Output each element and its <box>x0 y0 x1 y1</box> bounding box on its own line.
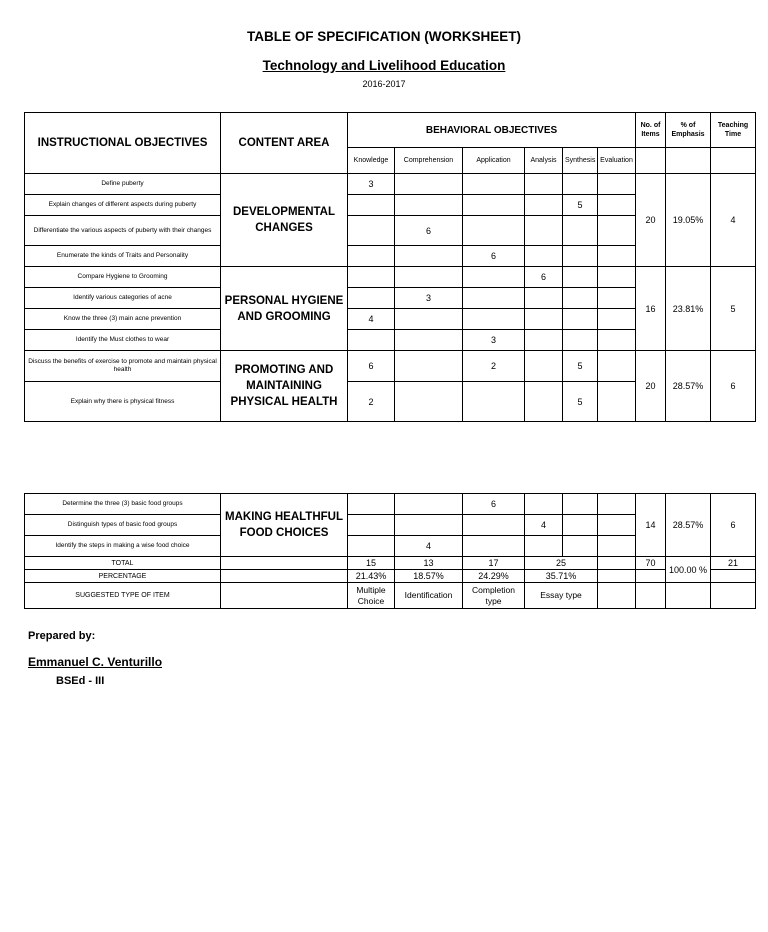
subject-title: Technology and Livelihood Education <box>262 58 506 73</box>
preparer-course: BSEd - III <box>56 675 105 687</box>
content-area-developmental-changes: DEVELOPMENTAL CHANGES <box>221 174 348 267</box>
area-teaching-time: 6 <box>711 351 756 422</box>
application-value: 6 <box>463 494 525 515</box>
knowledge-value <box>348 330 395 351</box>
empty-cell <box>666 583 711 609</box>
synthesis-header: Synthesis <box>563 148 598 174</box>
knowledge-value <box>348 267 395 288</box>
evaluation-value <box>598 174 636 195</box>
empty-cell <box>221 570 348 583</box>
area-items: 14 <box>636 494 666 557</box>
objective-text: Explain why there is physical fitness <box>25 382 221 422</box>
prepared-by-label: Prepared by: <box>28 630 96 642</box>
suggested-knowledge: Multiple Choice <box>348 583 395 609</box>
comprehension-value <box>395 246 463 267</box>
knowledge-header: Knowledge <box>348 148 395 174</box>
total-emphasis: 100.00 % <box>666 557 711 583</box>
empty-cell <box>636 570 666 583</box>
knowledge-value <box>348 288 395 309</box>
teaching-time-header: Teaching Time <box>711 113 756 148</box>
analysis-value <box>525 309 563 330</box>
analysis-value: 4 <box>525 515 563 536</box>
suggested-type-label: SUGGESTED TYPE OF ITEM <box>25 583 221 609</box>
area-emphasis: 23.81% <box>666 267 711 351</box>
empty-cell <box>711 583 756 609</box>
objective-text: Identify various categories of acne <box>25 288 221 309</box>
synthesis-value <box>563 536 598 557</box>
objective-text: Explain changes of different aspects during puberty <box>25 195 221 216</box>
table-row <box>25 174 756 195</box>
objective-text: Discuss the benefits of exercise to promote and maintain physical health <box>25 351 221 382</box>
suggested-type-row <box>25 583 756 609</box>
empty-cell <box>598 583 636 609</box>
instructional-objectives-header: INSTRUCTIONAL OBJECTIVES <box>25 113 221 174</box>
empty-cell <box>221 557 348 570</box>
area-emphasis: 28.57% <box>666 351 711 422</box>
total-comprehension: 13 <box>395 557 463 570</box>
application-value <box>463 536 525 557</box>
content-area-physical-health: PROMOTING AND MAINTAINING PHYSICAL HEALTH <box>221 351 348 422</box>
application-value <box>463 382 525 422</box>
synthesis-value <box>563 330 598 351</box>
synthesis-value: 5 <box>563 195 598 216</box>
area-emphasis: 19.05% <box>666 174 711 267</box>
total-knowledge: 15 <box>348 557 395 570</box>
analysis-value <box>525 174 563 195</box>
comprehension-value <box>395 382 463 422</box>
analysis-value <box>525 494 563 515</box>
synthesis-value <box>563 494 598 515</box>
synthesis-value: 5 <box>563 351 598 382</box>
area-teaching-time: 4 <box>711 174 756 267</box>
table-row <box>25 351 756 382</box>
percentage-knowledge: 21.43% <box>348 570 395 583</box>
evaluation-value <box>598 309 636 330</box>
percentage-comprehension: 18.57% <box>395 570 463 583</box>
application-value: 3 <box>463 330 525 351</box>
objective-text: Know the three (3) main acne prevention <box>25 309 221 330</box>
preparer-name: Emmanuel C. Venturillo <box>28 655 163 669</box>
analysis-value <box>525 216 563 246</box>
objective-text: Determine the three (3) basic food groups <box>25 494 221 515</box>
suggested-analysis-synthesis: Essay type <box>525 583 598 609</box>
objective-text: Identify the Must clothes to wear <box>25 330 221 351</box>
evaluation-value <box>598 195 636 216</box>
synthesis-value <box>563 246 598 267</box>
school-year: 2016-2017 <box>362 79 406 89</box>
evaluation-value <box>598 536 636 557</box>
area-teaching-time: 6 <box>711 494 756 557</box>
total-teaching-time: 21 <box>711 557 756 570</box>
comprehension-value <box>395 195 463 216</box>
comprehension-header: Comprehension <box>395 148 463 174</box>
application-value <box>463 515 525 536</box>
table-row <box>25 494 756 515</box>
percentage-analysis-synthesis: 35.71% <box>525 570 598 583</box>
area-items: 20 <box>636 351 666 422</box>
empty-cell <box>636 583 666 609</box>
synthesis-value <box>563 515 598 536</box>
comprehension-value <box>395 267 463 288</box>
knowledge-value <box>348 494 395 515</box>
comprehension-value <box>395 309 463 330</box>
evaluation-value <box>598 351 636 382</box>
total-items: 70 <box>636 557 666 570</box>
comprehension-value: 3 <box>395 288 463 309</box>
total-row <box>25 557 756 570</box>
document-title: TABLE OF SPECIFICATION (WORKSHEET) <box>247 29 521 44</box>
percentage-row <box>25 570 756 583</box>
objective-text: Differentiate the various aspects of puberty with their changes <box>25 216 221 246</box>
comprehension-value: 4 <box>395 536 463 557</box>
total-application: 17 <box>463 557 525 570</box>
knowledge-value <box>348 216 395 246</box>
comprehension-value <box>395 494 463 515</box>
empty-cell <box>666 148 711 174</box>
area-items: 16 <box>636 267 666 351</box>
area-emphasis: 28.57% <box>666 494 711 557</box>
analysis-value <box>525 330 563 351</box>
synthesis-value <box>563 267 598 288</box>
knowledge-value <box>348 195 395 216</box>
evaluation-value <box>598 267 636 288</box>
objective-text: Define puberty <box>25 174 221 195</box>
emphasis-header: % of Emphasis <box>666 113 711 148</box>
empty-cell <box>598 557 636 570</box>
no-of-items-header: No. of Items <box>636 113 666 148</box>
comprehension-value <box>395 515 463 536</box>
analysis-value <box>525 246 563 267</box>
percentage-label: PERCENTAGE <box>25 570 221 583</box>
comprehension-value: 6 <box>395 216 463 246</box>
objective-text: Compare Hygiene to Grooming <box>25 267 221 288</box>
evaluation-header: Evaluation <box>598 148 636 174</box>
evaluation-value <box>598 330 636 351</box>
table-row <box>25 267 756 288</box>
content-area-food-choices: MAKING HEALTHFUL FOOD CHOICES <box>221 494 348 557</box>
empty-cell <box>711 570 756 583</box>
empty-cell <box>711 148 756 174</box>
total-analysis-synthesis: 25 <box>525 557 598 570</box>
empty-cell <box>598 570 636 583</box>
comprehension-value <box>395 330 463 351</box>
evaluation-value <box>598 494 636 515</box>
objective-text: Distinguish types of basic food groups <box>25 515 221 536</box>
evaluation-value <box>598 216 636 246</box>
application-value: 6 <box>463 246 525 267</box>
synthesis-value: 5 <box>563 382 598 422</box>
behavioral-objectives-header: BEHAVIORAL OBJECTIVES <box>348 113 636 148</box>
evaluation-value <box>598 382 636 422</box>
comprehension-value <box>395 174 463 195</box>
application-value <box>463 195 525 216</box>
percentage-application: 24.29% <box>463 570 525 583</box>
application-value <box>463 288 525 309</box>
evaluation-value <box>598 288 636 309</box>
knowledge-value: 6 <box>348 351 395 382</box>
suggested-comprehension: Identification <box>395 583 463 609</box>
application-header: Application <box>463 148 525 174</box>
content-area-personal-hygiene: PERSONAL HYGIENE AND GROOMING <box>221 267 348 351</box>
analysis-value <box>525 288 563 309</box>
analysis-value <box>525 195 563 216</box>
suggested-application: Completion type <box>463 583 525 609</box>
synthesis-value <box>563 216 598 246</box>
specification-table-page-2 <box>24 493 756 609</box>
application-value <box>463 267 525 288</box>
area-items: 20 <box>636 174 666 267</box>
knowledge-value <box>348 515 395 536</box>
application-value <box>463 309 525 330</box>
knowledge-value <box>348 536 395 557</box>
objective-text: Enumerate the kinds of Traits and Personality <box>25 246 221 267</box>
area-teaching-time: 5 <box>711 267 756 351</box>
knowledge-value <box>348 246 395 267</box>
synthesis-value <box>563 174 598 195</box>
application-value <box>463 216 525 246</box>
synthesis-value <box>563 288 598 309</box>
knowledge-value: 2 <box>348 382 395 422</box>
analysis-value <box>525 382 563 422</box>
synthesis-value <box>563 309 598 330</box>
objective-text: Identify the steps in making a wise food choice <box>25 536 221 557</box>
knowledge-value: 3 <box>348 174 395 195</box>
specification-table-page-1 <box>24 112 756 422</box>
application-value: 2 <box>463 351 525 382</box>
comprehension-value <box>395 351 463 382</box>
application-value <box>463 174 525 195</box>
empty-cell <box>221 583 348 609</box>
knowledge-value: 4 <box>348 309 395 330</box>
analysis-value: 6 <box>525 267 563 288</box>
content-area-header: CONTENT AREA <box>221 113 348 174</box>
analysis-value <box>525 536 563 557</box>
empty-cell <box>636 148 666 174</box>
evaluation-value <box>598 515 636 536</box>
analysis-header: Analysis <box>525 148 563 174</box>
evaluation-value <box>598 246 636 267</box>
total-label: TOTAL <box>25 557 221 570</box>
analysis-value <box>525 351 563 382</box>
